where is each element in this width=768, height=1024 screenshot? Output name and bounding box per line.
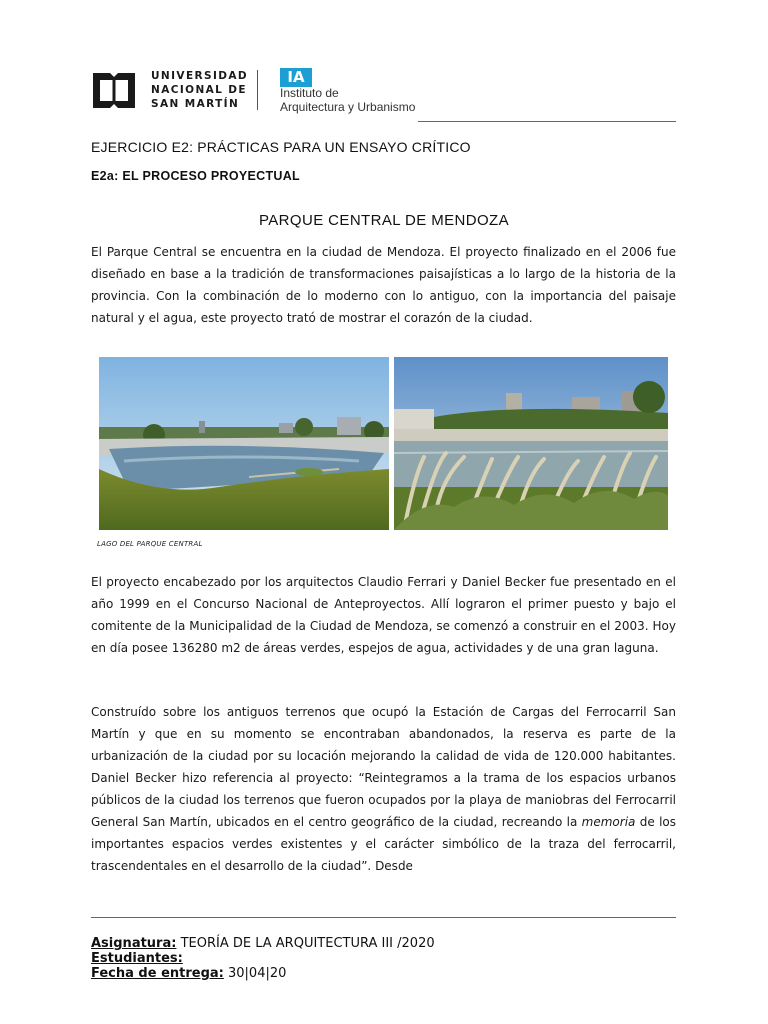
footer-students-row bbox=[91, 951, 435, 966]
paragraph-context-part-2: de los importantes espacios verdes existentes y el carácter simbólico de la traza del ferrocarril, trascendentales en el desarrollo de la ciudad”. Desde bbox=[91, 815, 676, 873]
footer-date-row bbox=[91, 966, 435, 981]
document-title: PARQUE CENTRAL DE MENDOZA bbox=[258, 212, 510, 229]
header-divider bbox=[257, 70, 258, 110]
footer-subject-row bbox=[91, 936, 435, 951]
exercise-title: EJERCICIO E2: PRÁCTICAS PARA UN ENSAYO CRÍTICO bbox=[91, 139, 471, 155]
university-name bbox=[151, 69, 248, 111]
exercise-subtitle: E2a: EL PROCESO PROYECTUAL bbox=[91, 169, 300, 183]
institute-line-2: Arquitectura y Urbanismo bbox=[280, 100, 416, 114]
university-line-2: NACIONAL DE bbox=[151, 84, 248, 96]
header-rule bbox=[418, 121, 676, 122]
footer-rule bbox=[91, 917, 676, 918]
university-line-1: UNIVERSIDAD bbox=[151, 70, 249, 82]
subject-label: Asignatura: bbox=[91, 936, 177, 951]
date-label: Fecha de entrega: bbox=[91, 966, 224, 981]
paragraph-context-part-1: Construído sobre los antiguos terrenos que ocupó la Estación de Cargas del Ferrocarril San Martín y que en su momento se encontraban abandonados, la reserva es parte de la urbanización de la ciudad por su locación mejorando la calidad de vida de 120.000 habitantes. Daniel Becker hizo referencia al proyecto: “Reintegramos a la trama de los espacios urbanos públicos de la ciudad los terrenos que fueron ocupados por la playa de maniobras del Ferrocarril General San Martín, ubicados en el centro geográfico de la ciudad, recreando la bbox=[91, 705, 676, 829]
unsam-logo-icon bbox=[91, 71, 137, 110]
figure-caption: LAGO DEL PARQUE CENTRAL bbox=[97, 540, 203, 548]
university-line-3: SAN MARTÍN bbox=[151, 98, 240, 110]
students-label: Estudiantes: bbox=[91, 951, 183, 966]
footer-info bbox=[91, 936, 435, 981]
institute-line-1: Instituto de bbox=[280, 86, 339, 100]
institute-name bbox=[280, 86, 415, 114]
park-lake-photo-left bbox=[99, 357, 389, 530]
paragraph-intro: El Parque Central se encuentra en la ciudad de Mendoza. El proyecto finalizado en el 2006 fue diseñado en base a la tradición de transformaciones paisajísticas a lo largo de la historia de la provincia. Con la combinación de lo moderno con lo antiguo, con la importancia del paisaje natural y el agua, este proyecto trató de mostrar el corazón de la ciudad. bbox=[91, 245, 676, 325]
emphasis-memoria: memoria bbox=[581, 815, 636, 829]
date-value: 30|04|20 bbox=[223, 966, 287, 981]
paragraph-history: El proyecto encabezado por los arquitectos Claudio Ferrari y Daniel Becker fue presentado en el año 1999 en el Concurso Nacional de Anteproyectos. Allí lograron el primer puesto y bajo el comitente de la Municipalidad de la Ciudad de Mendoza, se comenzó a construir en el 2003. Hoy en día posee 136280 m2 de áreas verdes, espejos de agua, actividades y de una gran laguna. bbox=[91, 575, 676, 655]
park-lake-photo-right bbox=[394, 357, 668, 530]
paragraph-context bbox=[91, 701, 676, 877]
institute-badge: IA bbox=[280, 68, 312, 87]
subject-value: TEORÍA DE LA ARQUITECTURA III /2020 bbox=[176, 936, 435, 951]
